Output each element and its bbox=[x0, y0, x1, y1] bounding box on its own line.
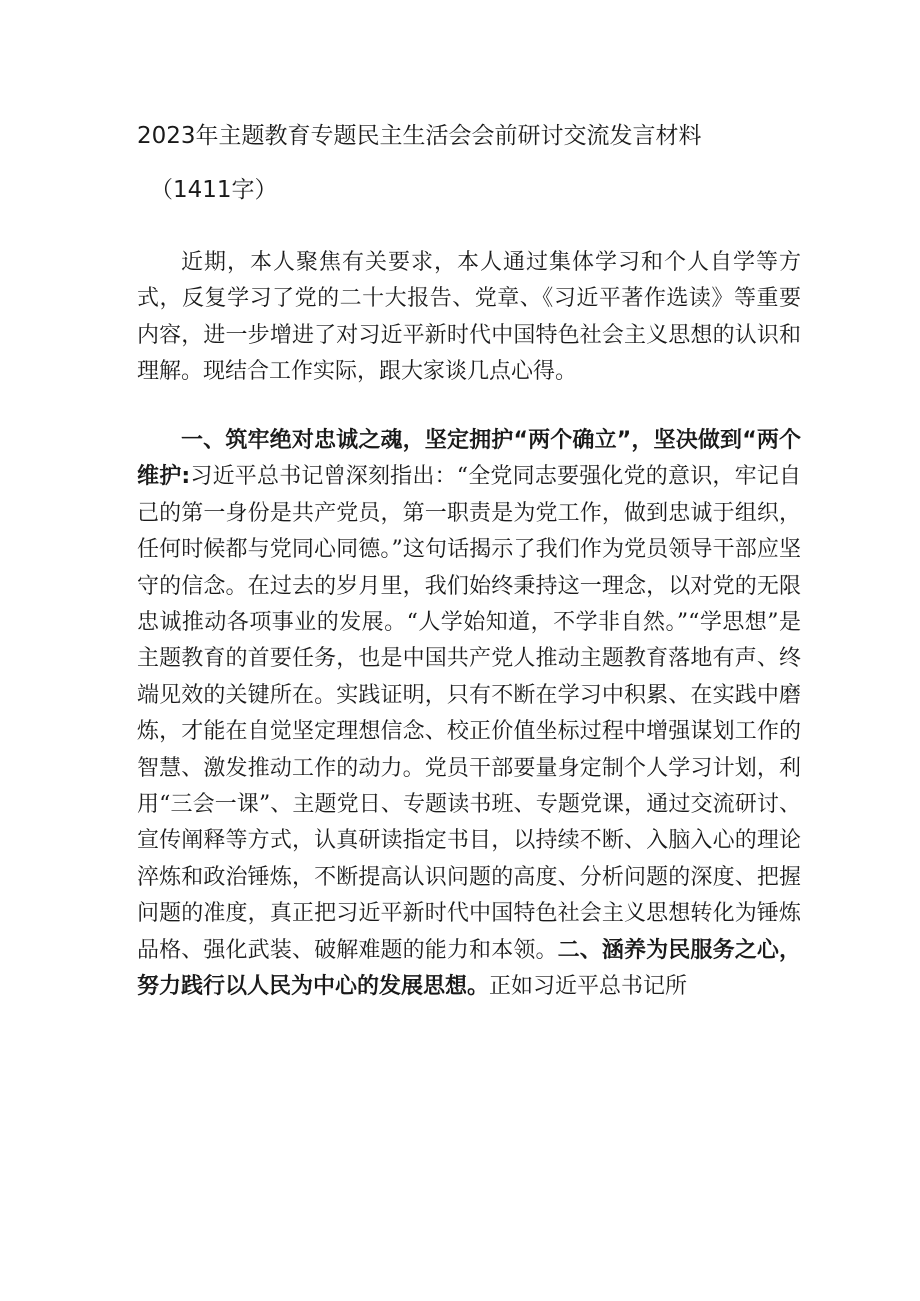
section-2-heading: 二、涵养为民服务之心，努力践行以人民为中心的发展思想。 bbox=[137, 937, 801, 1000]
section-2-body: 正如习近平总书记所 bbox=[489, 974, 688, 1000]
section-1-heading: 一、筑牢绝对忠诚之魂，坚定拥护“两个确立”，坚决做到“两个维护: bbox=[137, 428, 801, 490]
document-title: 2023年主题教育专题民主生活会会前研讨交流发言材料 bbox=[137, 123, 702, 149]
intro-paragraph: 近期，本人聚焦有关要求，本人通过集体学习和个人自学等方式，反复学习了党的二十大报告、党章、《习近平著作选读》等重要内容，进一步增进了对习近平新时代中国特色社会主义思想的认识和理解。现结合工作实际，跟大家谈几点心得。 bbox=[137, 250, 801, 385]
word-count: （1411字） bbox=[150, 177, 278, 203]
main-paragraph bbox=[137, 423, 801, 1006]
section-1-body: 习近平总书记曾深刻指出：“全党同志要强化党的意识，牢记自己的第一身份是共产党员，第一职责是为党工作，做到忠诚于组织，任何时候都与党同心同德。”这句话揭示了我们作为党员领导干部应坚守的信念。在过去的岁月里，我们始终秉持这一理念，以对党的无限忠诚推动各项事业的发展。“人学始知道，不学非自然。”“学思想”是主题教育的首要任务，也是中国共产党人推动主题教育落地有声、终端见效的关键所在。实践证明，只有不断在学习中积累、在实践中磨炼，才能在自觉坚定理想信念、校正价值坐标过程中增强谋划工作的智慧、激发推动工作的动力。党员干部要量身定制个人学习计划，利用“三会一课”、主题党日、专题读书班、专题党课，通过交流研讨、宣传阐释等方式，认真研读指定书目，以持续不断、入脑入心的理论淬炼和政治锤炼，不断提高认识问题的高度、分析问题的深度、把握问题的准度，真正把习近平新时代中国特色社会主义思想转化为锤炼品格、强化武装、破解难题的能力和本领。 bbox=[137, 464, 801, 963]
